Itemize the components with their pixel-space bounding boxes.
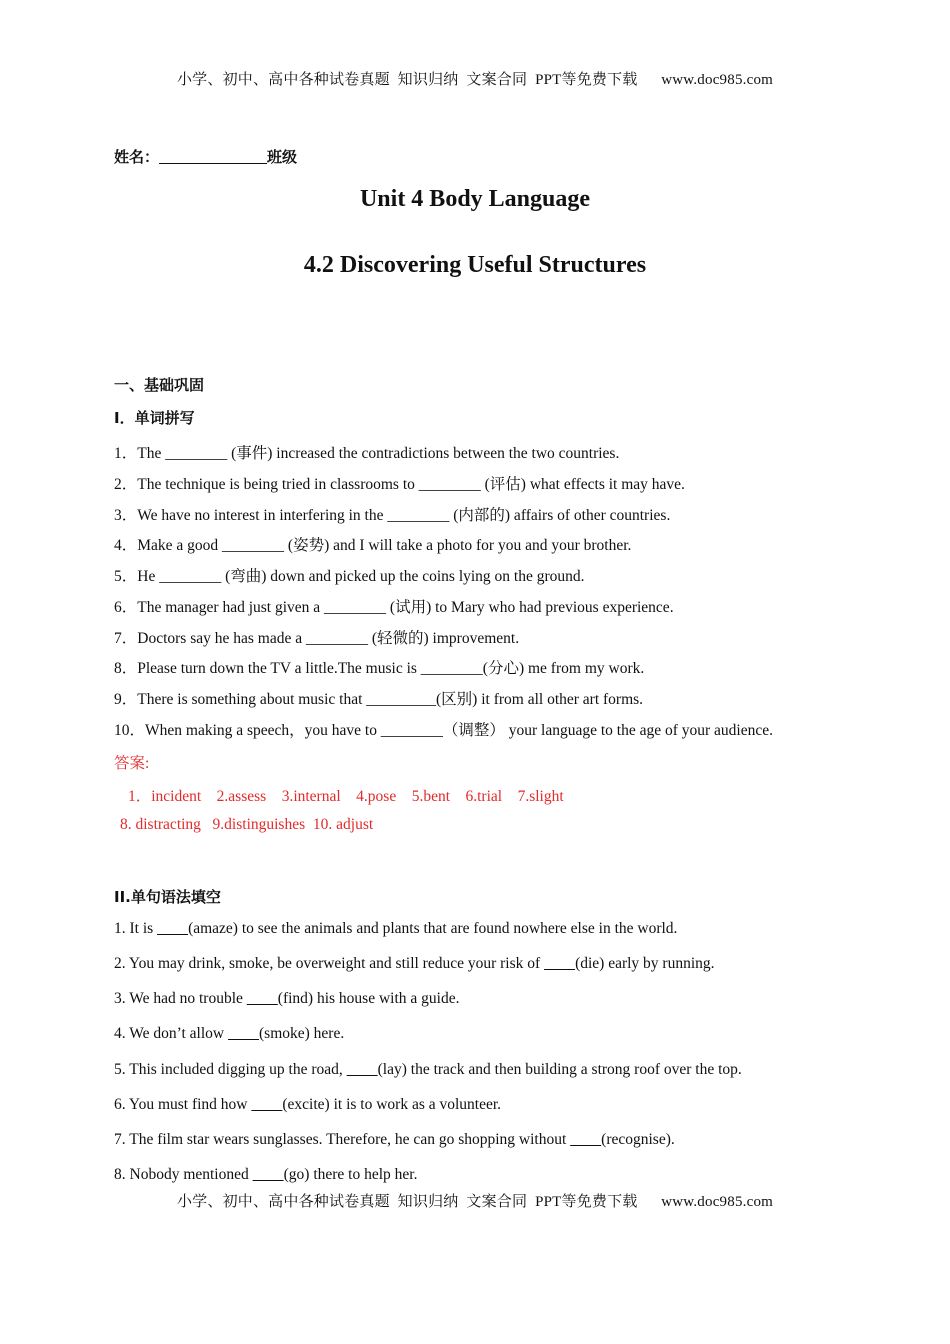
item-text: 2. You may drink, smoke, be overweight and still reduce your risk of bbox=[114, 955, 545, 972]
item-text: 1. It is bbox=[114, 920, 158, 937]
part1-item: 1．The ________ (事件) increased the contradictions between the two countries. bbox=[114, 445, 620, 462]
part2-heading: II.单句语法填空 bbox=[114, 888, 221, 906]
answer-blank[interactable] bbox=[228, 1025, 259, 1042]
item-text: 8. Nobody mentioned bbox=[114, 1166, 253, 1183]
name-label: 姓名： bbox=[114, 148, 160, 166]
name-class-line bbox=[114, 146, 297, 167]
answer-blank[interactable] bbox=[544, 955, 575, 972]
page-subtitle: 4.2 Discovering Useful Structures bbox=[303, 252, 647, 278]
item-text: (die) early by running. bbox=[575, 955, 715, 972]
item-text: (recognise). bbox=[601, 1131, 675, 1148]
item-text: (smoke) here. bbox=[259, 1025, 345, 1042]
answer-line: 8. distracting 9.distinguishes 10. adjust bbox=[120, 816, 374, 833]
item-text: (find) his house with a guide. bbox=[277, 990, 460, 1007]
part1-item: 6．The manager had just given a ________ (试用) to Mary who had previous experience. bbox=[114, 599, 674, 616]
answer-blank[interactable] bbox=[251, 1096, 282, 1113]
item-text: 3. We had no trouble bbox=[114, 990, 247, 1007]
part1-item: 4．Make a good ________ (姿势) and I will take a photo for you and your brother. bbox=[114, 537, 632, 554]
answer-blank[interactable] bbox=[247, 990, 278, 1007]
page-header: 小学、初中、高中各种试卷真题 知识归纳 文案合同 PPT等免费下载 www.doc985.com bbox=[176, 72, 774, 88]
item-text: (lay) the track and then building a strong roof over the top. bbox=[377, 1061, 742, 1078]
item-text: (amaze) to see the animals and plants that are found nowhere else in the world. bbox=[188, 920, 678, 937]
class-label: 班级 bbox=[267, 148, 298, 166]
part2-item bbox=[114, 955, 715, 973]
answer-blank[interactable] bbox=[570, 1131, 601, 1148]
part1-item: 8．Please turn down the TV a little.The music is ________(分心) me from my work. bbox=[114, 660, 645, 677]
answer-blank[interactable] bbox=[253, 1166, 284, 1183]
item-text: 7. The film star wears sunglasses. Therefore, he can go shopping without bbox=[114, 1131, 571, 1148]
part2-item bbox=[114, 990, 459, 1008]
part1-item: 3．We have no interest in interfering in the ________ (内部的) affairs of other countries. bbox=[114, 507, 671, 524]
part2-item bbox=[114, 1166, 417, 1184]
section1-heading: 一、基础巩固 bbox=[114, 376, 205, 394]
part1-item: 5．He ________ (弯曲) down and picked up the coins lying on the ground. bbox=[114, 568, 585, 585]
answer-label: 答案: bbox=[114, 755, 150, 772]
page-footer: 小学、初中、高中各种试卷真题 知识归纳 文案合同 PPT等免费下载 www.doc985.com bbox=[176, 1194, 774, 1210]
part2-item bbox=[114, 1096, 501, 1114]
item-text: 5. This included digging up the road, bbox=[114, 1061, 347, 1078]
item-text: 6. You must find how bbox=[114, 1096, 252, 1113]
page-title: Unit 4 Body Language bbox=[359, 186, 591, 212]
answer-blank[interactable] bbox=[157, 920, 188, 937]
answer-blank[interactable] bbox=[347, 1061, 378, 1078]
part1-item: 10．When making a speech，you have to ________（调整） your language to the age of your audience. bbox=[114, 722, 774, 739]
part2-item bbox=[114, 920, 677, 938]
part2-item bbox=[114, 1131, 675, 1149]
part2-item bbox=[114, 1025, 344, 1043]
item-text: (go) there to help her. bbox=[283, 1166, 418, 1183]
part1-item: 2．The technique is being tried in classrooms to ________ (评估) what effects it may have. bbox=[114, 476, 685, 493]
part1-heading: I．单词拼写 bbox=[114, 409, 195, 427]
item-text: (excite) it is to work as a volunteer. bbox=[282, 1096, 502, 1113]
item-text: 4. We don’t allow bbox=[114, 1025, 228, 1042]
name-blank[interactable] bbox=[159, 149, 267, 164]
part1-item: 7．Doctors say he has made a ________ (轻微的) improvement. bbox=[114, 630, 520, 647]
part1-item: 9．There is something about music that _________(区别) it from all other art forms. bbox=[114, 691, 644, 708]
part2-item bbox=[114, 1061, 742, 1079]
answer-line: 1．incident 2.assess 3.internal 4.pose 5.bent 6.trial 7.slight bbox=[128, 788, 564, 805]
